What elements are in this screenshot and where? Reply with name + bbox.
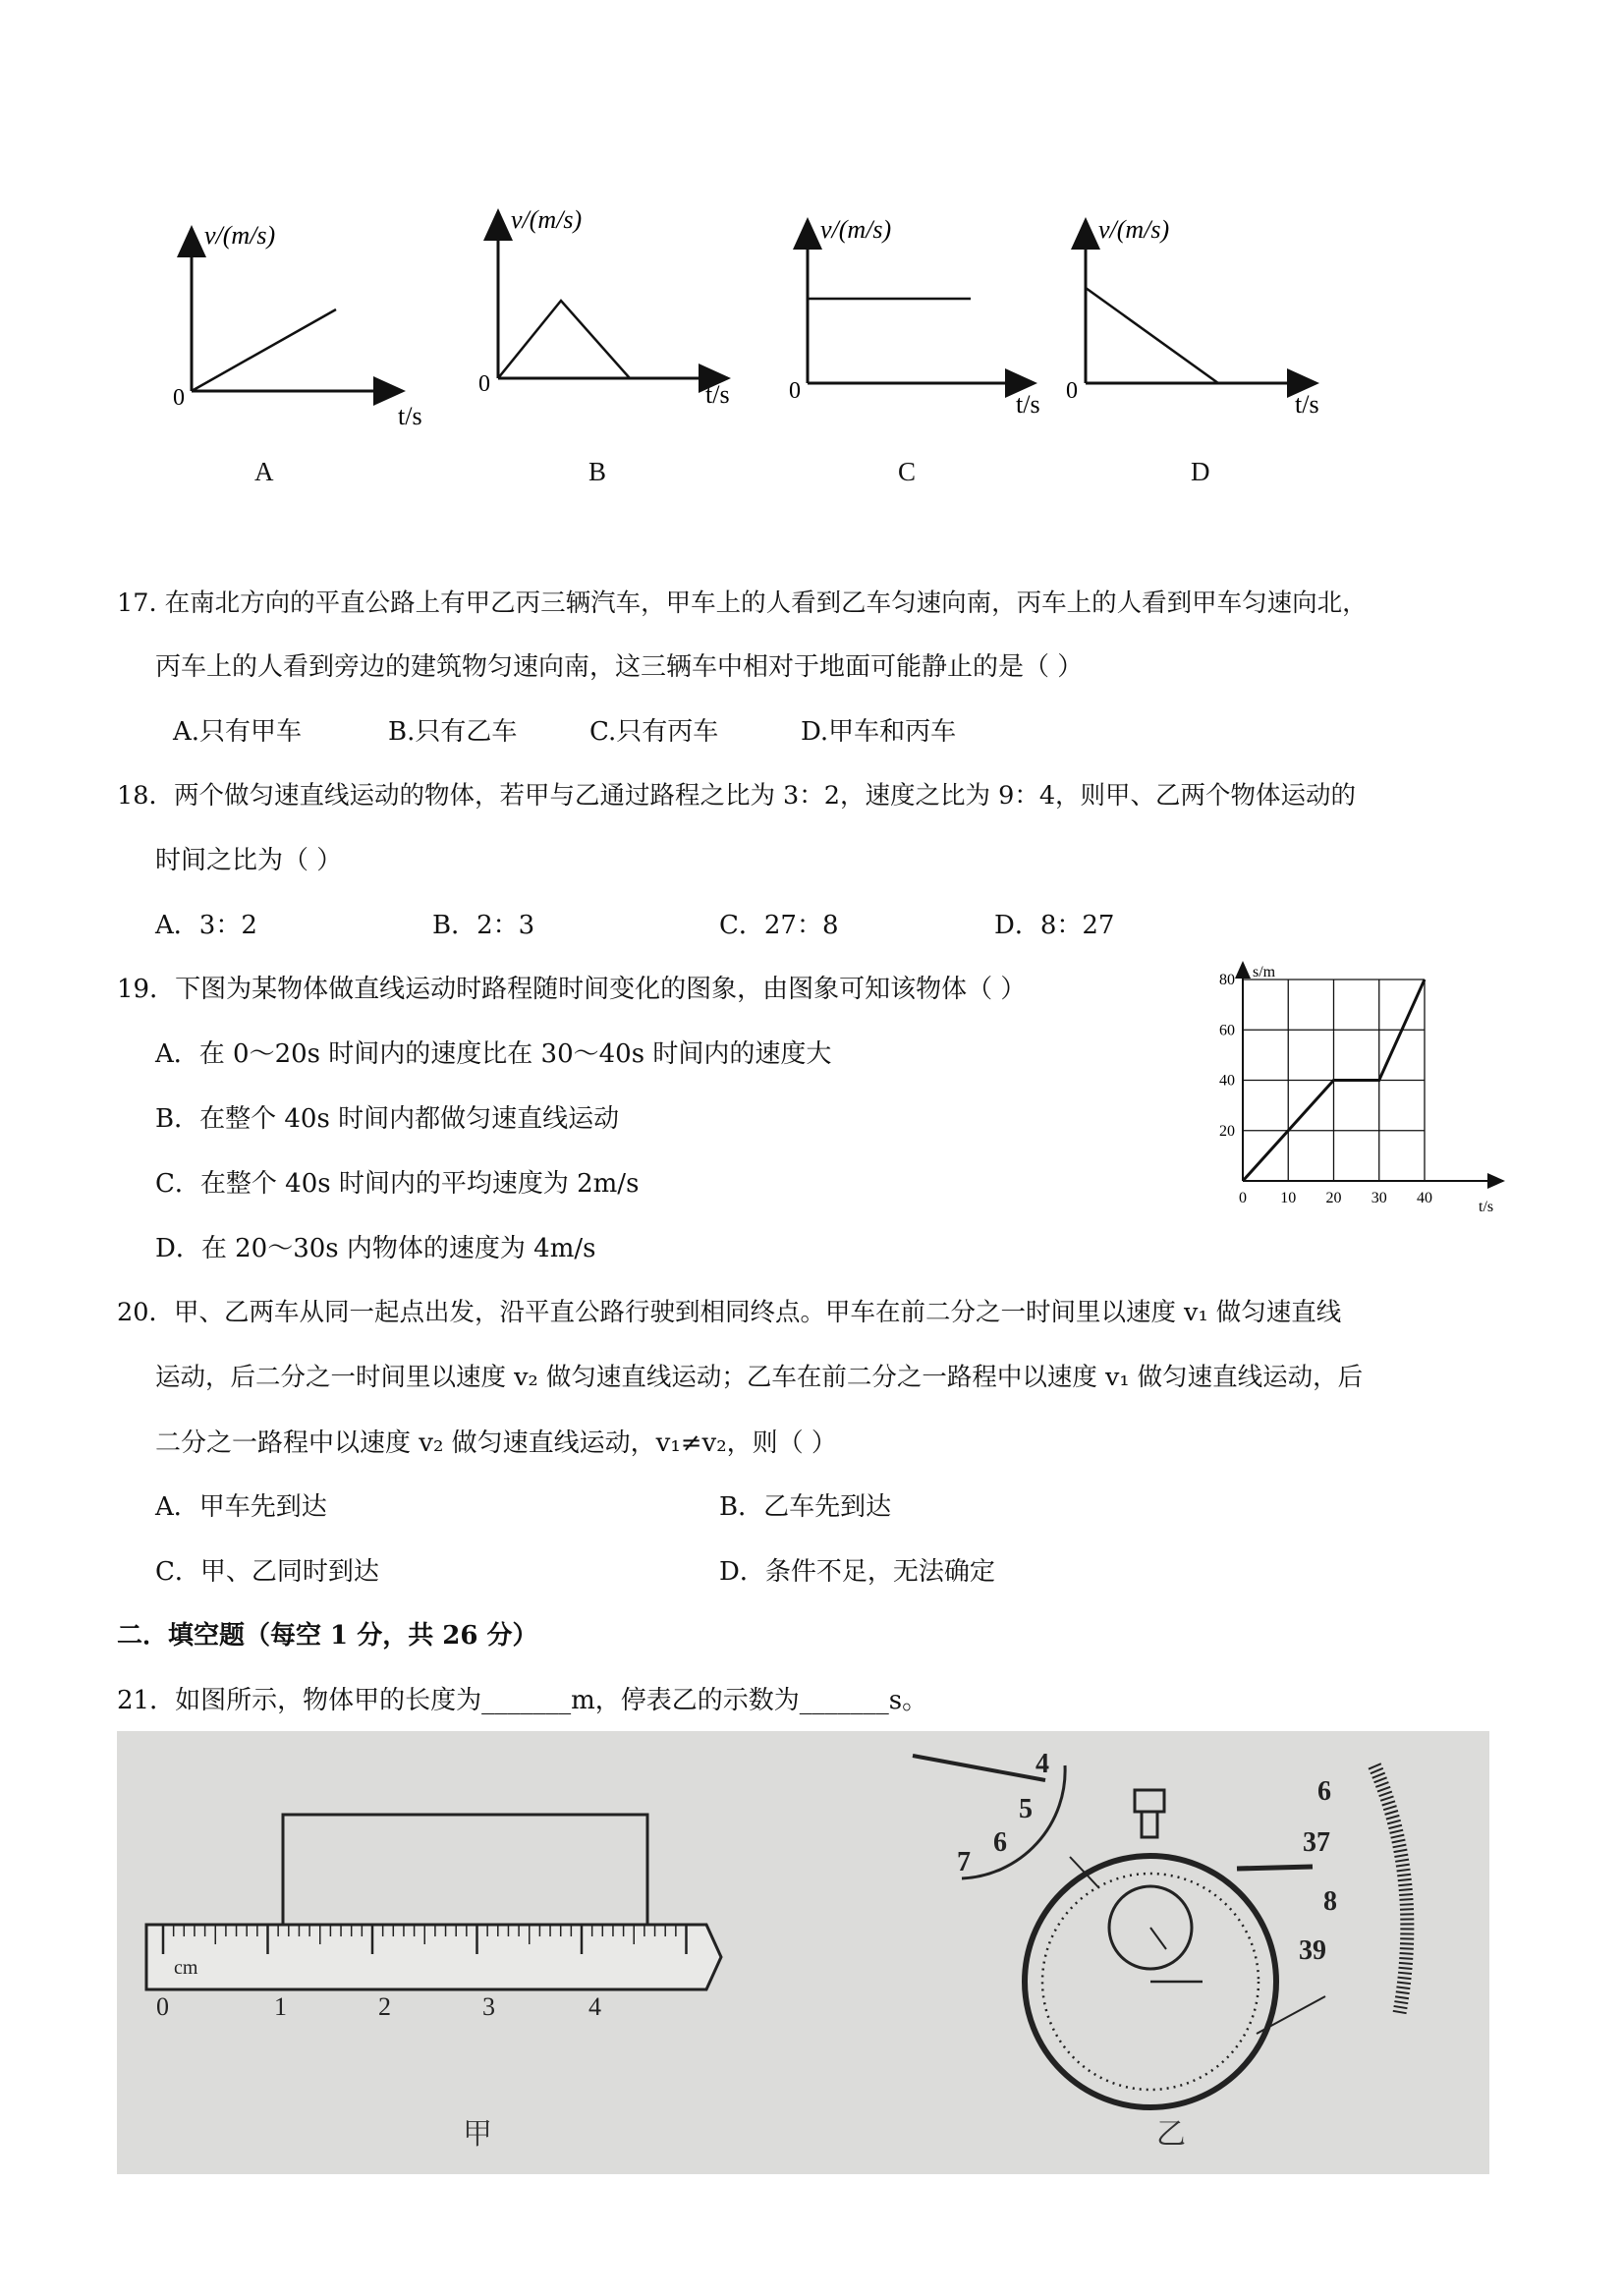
graph-d-line	[1086, 288, 1218, 383]
q21-figure	[117, 1731, 1489, 2174]
q17-option-c: C.只有丙车	[589, 717, 719, 747]
large-dial-label-8: 8	[1323, 1886, 1337, 1917]
graph-c-xlabel: t/s	[1016, 390, 1040, 419]
stopwatch-small-dial-zoom	[913, 1749, 1065, 1878]
st-chart	[1208, 953, 1523, 1228]
q18-option-c: C．27：8	[719, 911, 839, 940]
q17-line1: 17. 在南北方向的平直公路上有甲乙丙三辆汽车，甲车上的人看到乙车匀速向南，丙车上的人看到甲车匀速向北，	[117, 588, 1368, 618]
q20-option-d: D．条件不足，无法确定	[719, 1557, 995, 1587]
graph-a-caption: A	[254, 457, 274, 486]
large-dial-label-37: 37	[1303, 1827, 1330, 1858]
graph-a-line	[192, 309, 336, 391]
graph-d-xlabel: t/s	[1295, 390, 1319, 419]
graph-b-origin: 0	[478, 371, 490, 397]
q20-line2: 运动，后二分之一时间里以速度 v₂ 做匀速直线运动；乙车在前二分之一路程中以速度 v₁ 做匀速直线运动，后	[155, 1363, 1364, 1392]
x-axis-label: t/s	[1479, 1199, 1494, 1215]
q18-line1: 18．两个做匀速直线运动的物体，若甲与乙通过路程之比为 3：2，速度之比为 9：4，则甲、乙两个物体运动的	[117, 781, 1357, 811]
x-tick-label-20: 20	[1325, 1190, 1342, 1206]
small-dial-label-4: 4	[1035, 1749, 1049, 1779]
x-tick-label-30: 30	[1371, 1190, 1387, 1206]
q18-line2: 时间之比为（ ）	[155, 846, 343, 875]
graph-a	[173, 221, 422, 430]
y-tick-label-20: 20	[1219, 1122, 1235, 1140]
q18-option-d: D．8：27	[994, 911, 1115, 940]
x-tick-label-0: 0	[1239, 1190, 1247, 1206]
q20-line3: 二分之一路程中以速度 v₂ 做匀速直线运动，v₁≠v₂，则（ ）	[155, 1428, 837, 1458]
ruler	[146, 1925, 721, 2021]
graph-b-ylabel: v/(m/s)	[511, 205, 583, 234]
ruler-caption: 甲	[463, 2118, 492, 2151]
stopwatch-large-dial-zoom	[1299, 1765, 1407, 2016]
q19-option-a: A．在 0～20s 时间内的速度比在 30～40s 时间内的速度大	[155, 1039, 832, 1069]
graph-c-origin: 0	[789, 378, 801, 404]
q20-option-c: C．甲、乙同时到达	[155, 1557, 379, 1587]
q17-option-d: D.甲车和丙车	[801, 717, 957, 747]
graph-d-caption: D	[1191, 457, 1210, 486]
small-dial-label-5: 5	[1019, 1794, 1033, 1824]
q18-option-a: A．3：2	[155, 911, 257, 940]
small-dial-label-6: 6	[993, 1827, 1007, 1858]
q17-option-a: A.只有甲车	[173, 717, 303, 747]
graph-c	[789, 215, 1040, 419]
graph-c-ylabel: v/(m/s)	[820, 215, 892, 244]
graph-d	[1066, 215, 1319, 419]
graph-d-ylabel: v/(m/s)	[1098, 215, 1170, 244]
graph-a-origin: 0	[173, 385, 185, 411]
stopwatch	[1025, 1790, 1325, 2107]
y-tick-label-40: 40	[1219, 1072, 1235, 1090]
graph-a-xlabel: t/s	[398, 402, 422, 430]
ruler-tick-label-1: 1	[274, 1992, 287, 2021]
q17-option-b: B.只有乙车	[388, 717, 518, 747]
ruler-tick-label-2: 2	[378, 1992, 391, 2021]
q20-line1: 20．甲、乙两车从同一起点出发，沿平直公路行驶到相同终点。甲车在前二分之一时间里以速度 v₁ 做匀速直线	[117, 1298, 1342, 1327]
y-axis-label: s/m	[1253, 964, 1276, 980]
graph-c-caption: C	[898, 457, 917, 486]
q21-text: 21．如图所示，物体甲的长度为_______m，停表乙的示数为_______s。	[117, 1686, 928, 1715]
section-title: 二．填空题（每空 1 分，共 26 分）	[117, 1621, 538, 1651]
y-tick-label-60: 60	[1219, 1022, 1235, 1039]
ruler-tick-label-0: 0	[156, 1992, 169, 2021]
graph-a-ylabel: v/(m/s)	[204, 221, 276, 250]
vt-graphs	[0, 196, 1623, 491]
q17-line2: 丙车上的人看到旁边的建筑物匀速向南，这三辆车中相对于地面可能静止的是（ ）	[155, 652, 1084, 682]
q19-option-d: D．在 20～30s 内物体的速度为 4m/s	[155, 1234, 596, 1263]
q19-option-b: B．在整个 40s 时间内都做匀速直线运动	[155, 1104, 620, 1134]
graph-b-line	[498, 301, 630, 378]
ruler-tick-label-3: 3	[482, 1992, 495, 2021]
graph-b-caption: B	[588, 457, 607, 486]
q18-option-b: B．2：3	[432, 911, 535, 940]
q19-option-c: C．在整个 40s 时间内的平均速度为 2m/s	[155, 1169, 640, 1199]
ruler-tick-label-4: 4	[588, 1992, 601, 2021]
graph-b	[478, 205, 730, 409]
x-tick-label-10: 10	[1280, 1190, 1297, 1206]
graph-b-xlabel: t/s	[705, 380, 730, 409]
large-dial-label-6: 6	[1317, 1776, 1331, 1807]
y-tick-label-80: 80	[1219, 972, 1235, 988]
q19-line1: 19．下图为某物体做直线运动时路程随时间变化的图象，由图象可知该物体（ ）	[117, 975, 1027, 1004]
x-tick-label-40: 40	[1417, 1190, 1432, 1206]
q20-option-a: A．甲车先到达	[155, 1492, 327, 1522]
small-dial-label-7: 7	[957, 1847, 971, 1877]
graph-d-origin: 0	[1066, 378, 1078, 404]
large-dial-label-39: 39	[1299, 1935, 1326, 1966]
stopwatch-caption: 乙	[1156, 2118, 1186, 2151]
q20-option-b: B．乙车先到达	[719, 1492, 892, 1522]
ruler-unit: cm	[174, 1957, 198, 1979]
